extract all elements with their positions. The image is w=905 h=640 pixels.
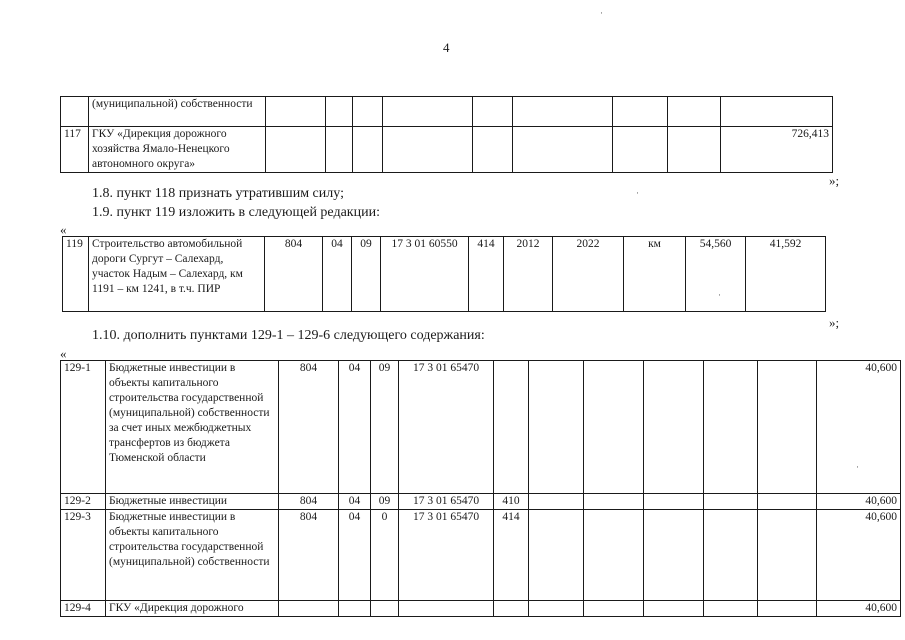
cell: 0 xyxy=(371,510,399,601)
cell xyxy=(513,97,613,127)
table-row xyxy=(61,510,901,601)
amount-cell: 40,600 xyxy=(817,494,901,510)
cell: 04 xyxy=(323,237,352,312)
cell xyxy=(529,361,584,494)
cell: 09 xyxy=(371,494,399,510)
cell xyxy=(758,510,817,601)
cell: 804 xyxy=(265,237,323,312)
paragraph-1-9: 1.9. пункт 119 изложить в следующей редакции: xyxy=(92,205,380,220)
row-number: 129-4 xyxy=(61,601,106,617)
cell: 804 xyxy=(279,361,339,494)
cell xyxy=(494,601,529,617)
scan-speck: · xyxy=(718,290,721,300)
paragraph-1-8: 1.8. пункт 118 признать утратившим силу; xyxy=(92,186,344,201)
amount-cell: 40,600 xyxy=(817,510,901,601)
row-name: Бюджетные инвестиции в объекты капитального строительства государственной (муниципальной) собственности xyxy=(106,510,279,601)
cell xyxy=(704,361,758,494)
row-number xyxy=(61,97,89,127)
cell: 17 3 01 65470 xyxy=(399,361,494,494)
cell xyxy=(326,127,353,173)
cell: 17 3 01 65470 xyxy=(399,494,494,510)
opening-quote-mark: « xyxy=(60,222,67,237)
cell xyxy=(266,97,326,127)
cell xyxy=(613,97,668,127)
table-row xyxy=(61,494,901,510)
cell: 09 xyxy=(352,237,381,312)
opening-quote-mark: « xyxy=(60,346,67,361)
cell: 804 xyxy=(279,494,339,510)
closing-quote-mark: »; xyxy=(829,173,840,188)
paragraph-1-10: 1.10. дополнить пунктами 129-1 – 129-6 следующего содержания: xyxy=(92,328,485,343)
table-continuation xyxy=(60,96,833,173)
row-name: ГКУ «Дирекция дорожного хозяйства Ямало-Ненецкого автономного округа» xyxy=(89,127,266,173)
cell: 09 xyxy=(371,361,399,494)
cell xyxy=(529,601,584,617)
cell xyxy=(399,601,494,617)
table-items-129 xyxy=(60,360,901,617)
cell xyxy=(339,601,371,617)
scan-speck: · xyxy=(636,188,639,198)
cell xyxy=(383,97,473,127)
cell xyxy=(353,97,383,127)
cell xyxy=(383,127,473,173)
page-number: 4 xyxy=(443,40,450,55)
cell xyxy=(326,97,353,127)
table-row xyxy=(63,237,826,312)
cell: км xyxy=(624,237,686,312)
row-number: 129-3 xyxy=(61,510,106,601)
cell xyxy=(473,97,513,127)
cell xyxy=(758,601,817,617)
cell xyxy=(494,361,529,494)
row-number: 129-2 xyxy=(61,494,106,510)
cell xyxy=(353,127,383,173)
cell: 2012 xyxy=(504,237,553,312)
cell xyxy=(371,601,399,617)
cell: 17 3 01 65470 xyxy=(399,510,494,601)
cell xyxy=(584,601,644,617)
amount-cell: 41,592 xyxy=(746,237,826,312)
scan-speck: · xyxy=(600,8,603,18)
cell: 414 xyxy=(469,237,504,312)
amount-cell: 40,600 xyxy=(817,601,901,617)
scan-speck: · xyxy=(856,462,859,472)
row-number: 119 xyxy=(63,237,89,312)
cell xyxy=(279,601,339,617)
cell: 04 xyxy=(339,361,371,494)
row-name: Бюджетные инвестиции в объекты капитального строительства государственной (муниципальной) собственности за счет иных межбюджетных трансфертов из бюджета Тюменской области xyxy=(106,361,279,494)
amount-cell: 40,600 xyxy=(817,361,901,494)
cell xyxy=(584,494,644,510)
amount-cell: 726,413 xyxy=(721,127,833,173)
cell xyxy=(668,127,721,173)
table-row xyxy=(61,97,833,127)
table-item-119 xyxy=(62,236,826,312)
cell xyxy=(644,601,704,617)
cell: 414 xyxy=(494,510,529,601)
cell: 17 3 01 60550 xyxy=(381,237,469,312)
cell: 04 xyxy=(339,494,371,510)
cell xyxy=(584,510,644,601)
cell xyxy=(613,127,668,173)
cell xyxy=(266,127,326,173)
closing-quote-mark: »; xyxy=(829,315,840,330)
cell xyxy=(644,494,704,510)
amount-cell xyxy=(721,97,833,127)
cell xyxy=(529,510,584,601)
cell xyxy=(529,494,584,510)
cell: 410 xyxy=(494,494,529,510)
row-number: 117 xyxy=(61,127,89,173)
row-number: 129-1 xyxy=(61,361,106,494)
table-row xyxy=(61,361,901,494)
cell xyxy=(668,97,721,127)
cell xyxy=(758,361,817,494)
table-row xyxy=(61,601,901,617)
row-name: Бюджетные инвестиции xyxy=(106,494,279,510)
cell xyxy=(704,510,758,601)
cell xyxy=(473,127,513,173)
cell xyxy=(644,510,704,601)
cell xyxy=(513,127,613,173)
cell: 54,560 xyxy=(686,237,746,312)
cell xyxy=(584,361,644,494)
cell: 804 xyxy=(279,510,339,601)
cell xyxy=(704,494,758,510)
cell: 2022 xyxy=(553,237,624,312)
row-name: ГКУ «Дирекция дорожного xyxy=(106,601,279,617)
cell: 04 xyxy=(339,510,371,601)
cell xyxy=(758,494,817,510)
row-name: Строительство автомобильной дороги Сургут – Салехард, участок Надым – Салехард, км 1191 – км 1241, в т.ч. ПИР xyxy=(89,237,265,312)
row-name: (муниципальной) собственности xyxy=(89,97,266,127)
cell xyxy=(644,361,704,494)
cell xyxy=(704,601,758,617)
table-row xyxy=(61,127,833,173)
